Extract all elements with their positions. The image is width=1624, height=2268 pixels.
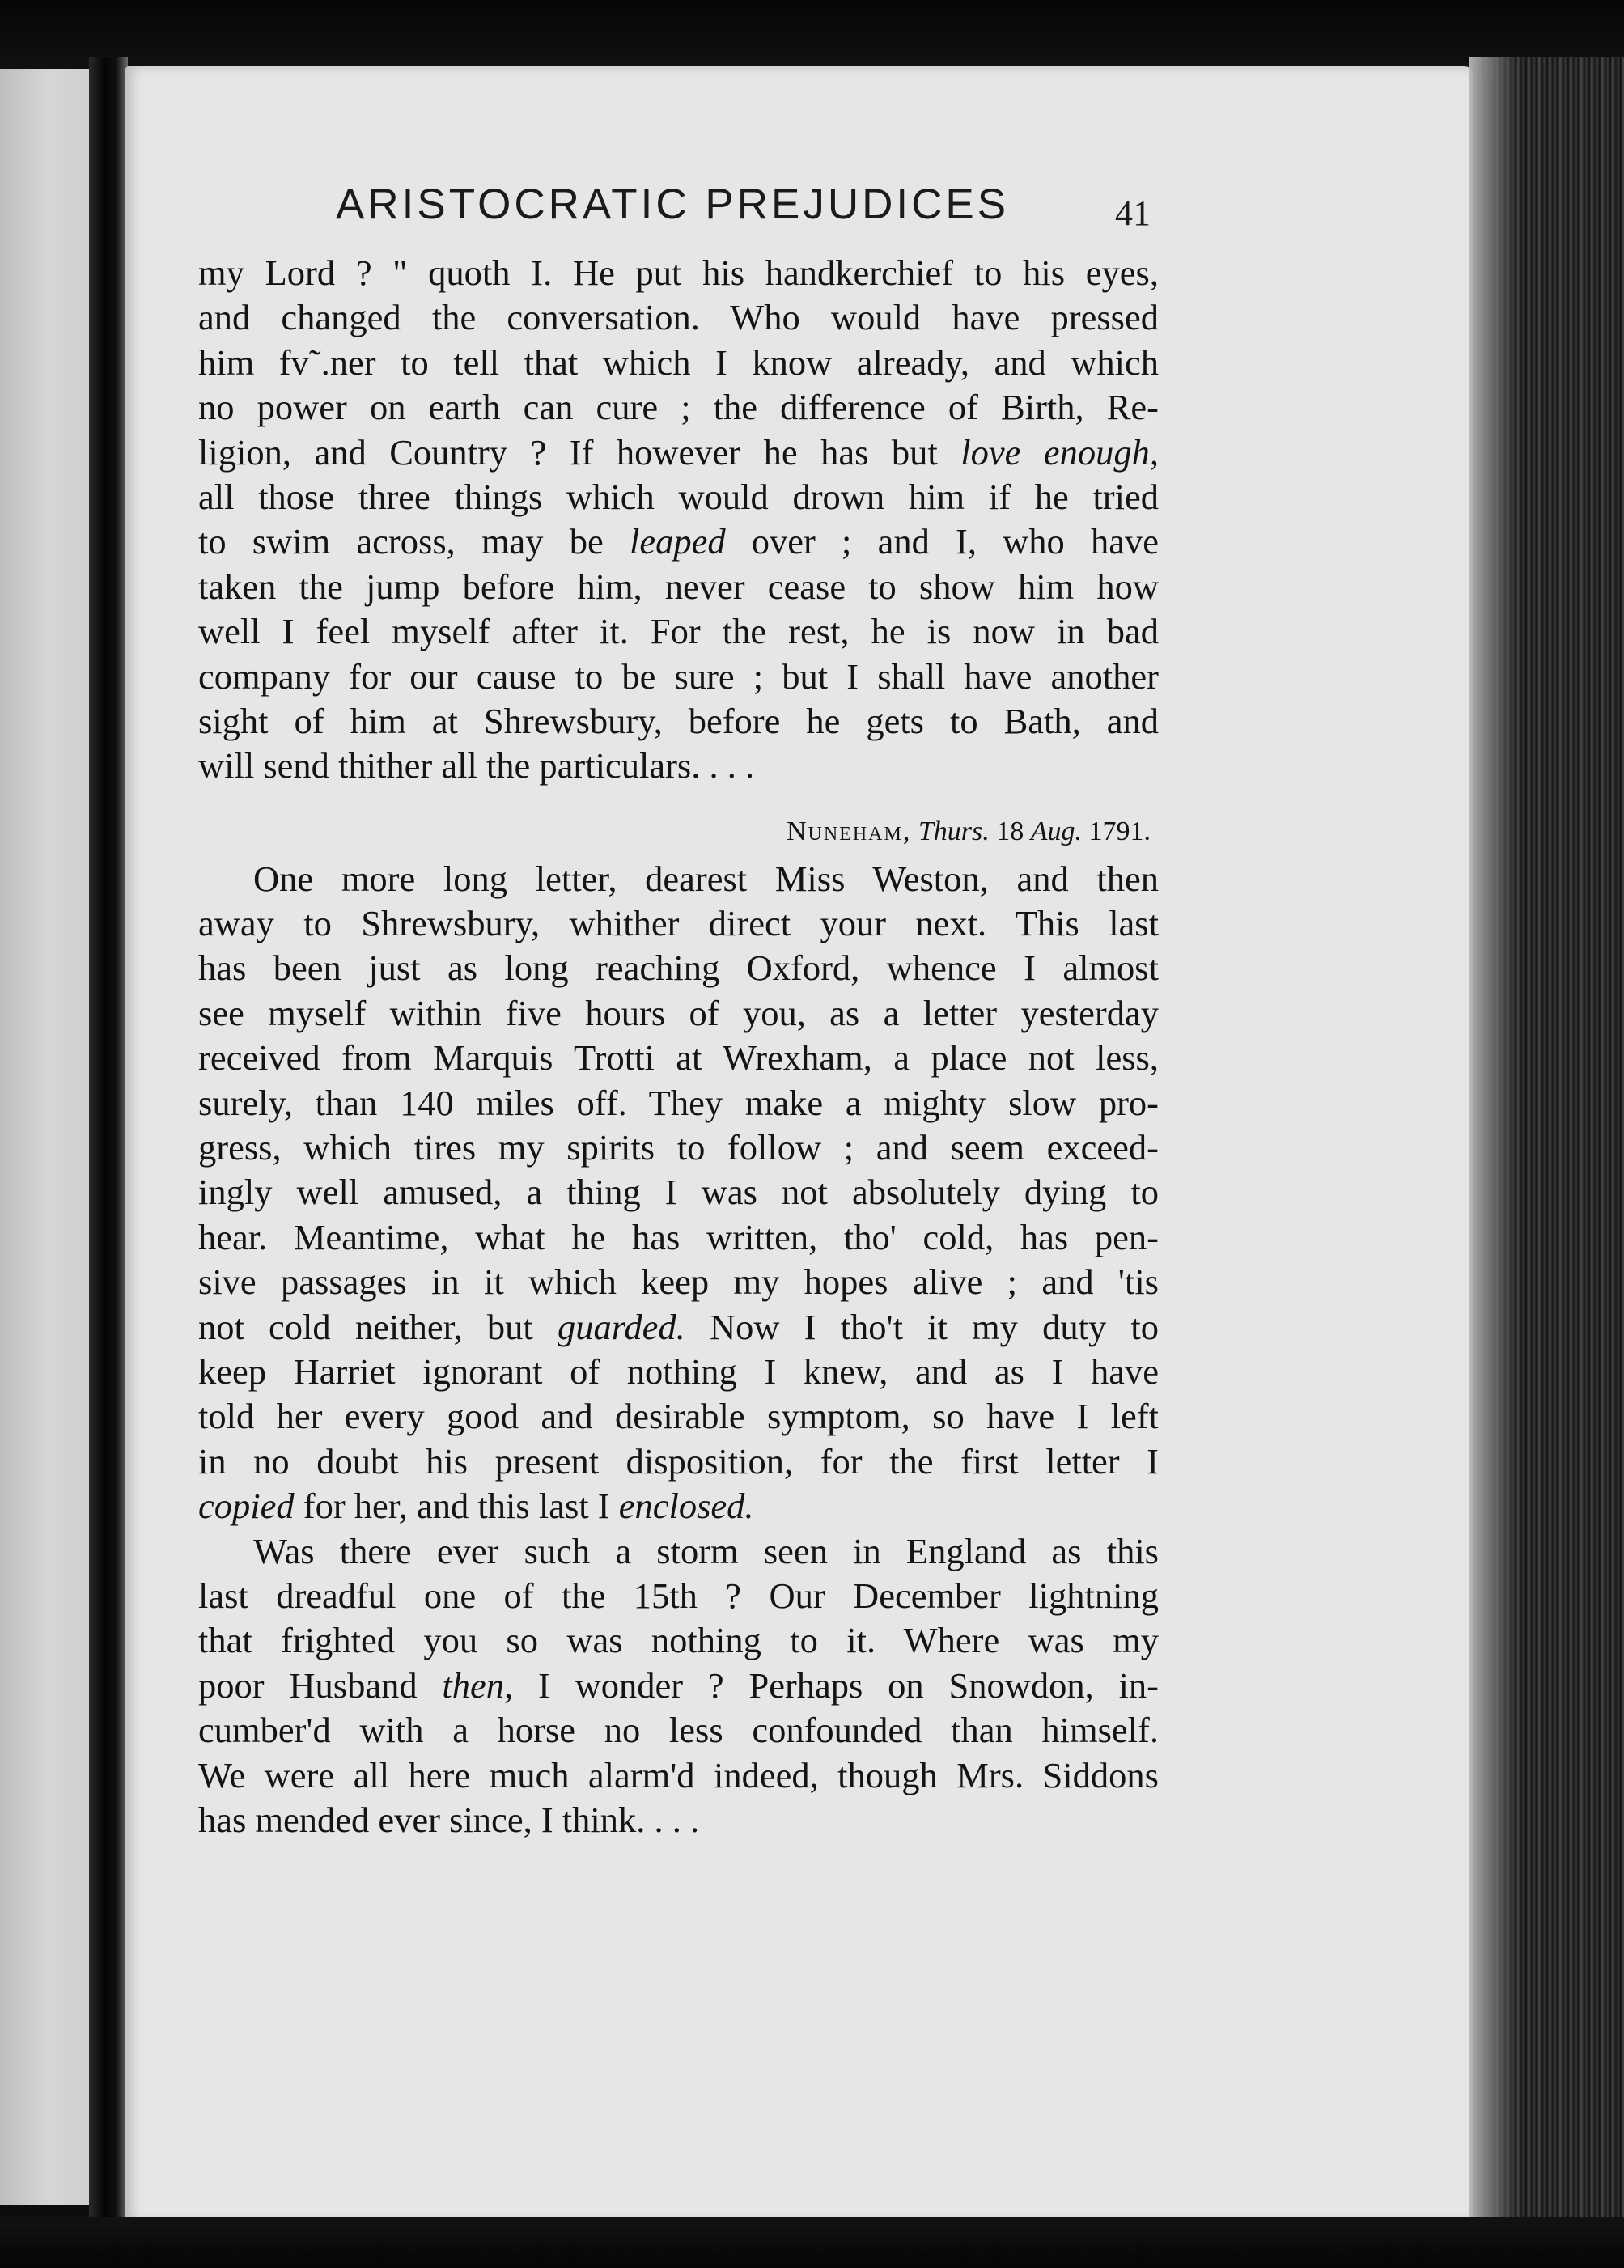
text-line: has been just as long reaching Oxford, whence I almost xyxy=(198,947,1159,989)
text-line: sight of him at Shrewsbury, before he gets to Bath, and xyxy=(198,700,1159,741)
text-line: ingly well amused, a thing I was not absolutely dying to xyxy=(198,1172,1159,1213)
text-line: sive passages in it which keep my hopes alive ; and 'tis xyxy=(198,1261,1159,1303)
text-segment: poor Husband xyxy=(198,1664,443,1706)
text-line xyxy=(198,430,1159,475)
book-gutter xyxy=(89,57,128,2241)
text-line: last dreadful one of the 15th ? Our December lightning xyxy=(198,1575,1159,1616)
italic-text: enclosed. xyxy=(618,1486,754,1527)
page-number: 41 xyxy=(1115,193,1151,233)
text-segment: ligion, and Country ? If however he has but xyxy=(198,431,961,473)
text-line: no power on earth can cure ; the difference of Birth, Re- xyxy=(198,387,1159,428)
text-line: my Lord ? " quoth I. He put his handkerchief to his eyes, xyxy=(198,252,1159,293)
text-line xyxy=(198,1484,1159,1528)
body-text xyxy=(198,251,1159,1842)
text-line: has mended ever since, I think. . . . xyxy=(198,1799,700,1840)
text-segment: for her, and this last I xyxy=(294,1486,619,1527)
text-line: told her every good and desirable symptom, so have I left xyxy=(198,1396,1159,1437)
text-segment: over ; and I, who have xyxy=(725,521,1159,562)
text-line: received from Marquis Trotti at Wrexham, a place not less, xyxy=(198,1037,1159,1079)
text-line: surely, than 140 miles off. They make a mighty slow pro- xyxy=(198,1082,1159,1123)
text-line: all those three things which would drown him if he tried xyxy=(198,476,1159,517)
italic-text: copied xyxy=(198,1486,295,1527)
text-segment: to swim across, may be xyxy=(198,521,630,562)
text-line: away to Shrewsbury, whither direct your next. This last xyxy=(198,903,1159,944)
text-line: gress, which tires my spirits to follow ; and seem exceed- xyxy=(198,1127,1159,1168)
italic-text: then, xyxy=(442,1664,514,1706)
dateline xyxy=(198,807,1159,857)
dateline-place: Nuneham, xyxy=(786,816,912,846)
dateline-date: 18 xyxy=(996,816,1024,846)
text-line: taken the jump before him, never cease to show him how xyxy=(198,566,1159,607)
text-line: and changed the conversation. Who would have pressed xyxy=(198,297,1159,338)
italic-text: leaped xyxy=(629,521,726,562)
text-line: keep Harriet ignorant of nothing I knew, and as I have xyxy=(198,1350,1159,1392)
text-line: hear. Meantime, what he has written, tho' cold, has pen- xyxy=(198,1216,1159,1257)
paragraph-1 xyxy=(198,251,1159,789)
text-line xyxy=(198,1664,1159,1708)
text-line: Was there ever such a storm seen in England as this xyxy=(253,1530,1159,1571)
italic-text: guarded. xyxy=(557,1306,685,1347)
text-segment: Now I tho't it my duty to xyxy=(685,1306,1159,1347)
text-line: him fv˜.ner to tell that which I know already, and which xyxy=(198,341,1159,383)
scan-border-top xyxy=(0,0,1624,77)
facing-page-edge xyxy=(0,69,91,2205)
text-line: cumber'd with a horse no less confounded than himself. xyxy=(198,1710,1159,1751)
paragraph-2 xyxy=(198,857,1159,1529)
dateline-day: Thurs. xyxy=(918,816,990,846)
text-line: One more long letter, dearest Miss Weston, and then xyxy=(253,858,1159,899)
paragraph-3 xyxy=(198,1529,1159,1843)
text-line: see myself within five hours of you, as a letter yesterday xyxy=(198,992,1159,1033)
text-segment: I wonder ? Perhaps on Snowdon, in- xyxy=(513,1664,1160,1706)
text-segment: not cold neither, but xyxy=(198,1306,558,1347)
text-line: well I feel myself after it. For the rest, he is now in bad xyxy=(198,611,1159,652)
text-line: that frighted you so was nothing to it. Where was my xyxy=(198,1620,1159,1661)
text-line: will send thither all the particulars. . . . xyxy=(198,745,755,786)
dateline-month: Aug. xyxy=(1030,816,1082,846)
dateline-year: 1791. xyxy=(1088,816,1151,846)
text-line: We were all here much alarm'd indeed, though Mrs. Siddons xyxy=(198,1754,1159,1795)
text-line xyxy=(198,1305,1159,1350)
text-line xyxy=(198,519,1159,564)
book-fore-edge xyxy=(1469,57,1624,2241)
text-line: company for our cause to be sure ; but I shall have another xyxy=(198,655,1159,697)
running-head: ARISTOCRATIC PREJUDICES xyxy=(336,180,1010,228)
scan-border-bottom xyxy=(0,2217,1624,2268)
italic-text: love enough, xyxy=(960,431,1159,473)
text-line: in no doubt his present disposition, for the first letter I xyxy=(198,1440,1159,1482)
